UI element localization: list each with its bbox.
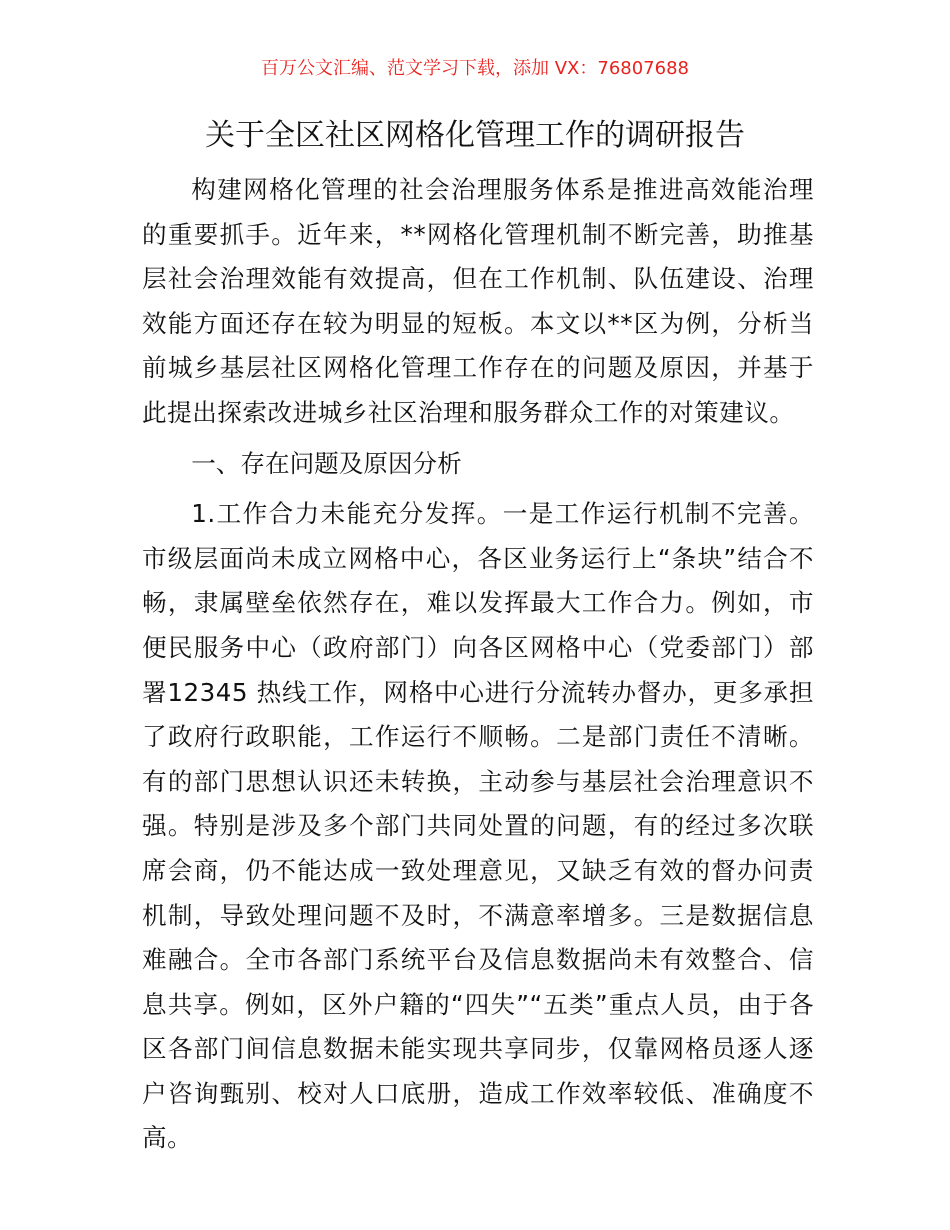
- intro-paragraph: 构建网格化管理的社会治理服务体系是推进高效能治理的重要抓手。近年来，**网格化管理机制不断完善，助推基层社会治理效能有效提高，但在工作机制、队伍建设、治理效能方面还存在较为明显的短板。本文以**区为例，分析当前城乡基层社区网格化管理工作存在的问题及原因，并基于此提出探索改进城乡社区治理和服务群众工作的对策建议。: [142, 175, 814, 427]
- header-contact-note: 百万公文汇编、范文学习下载，添加 VX：76807688: [261, 58, 689, 79]
- section-heading-problems: 一、存在问题及原因分析: [191, 448, 462, 478]
- section-paragraph-work-synergy: 1.工作合力未能充分发挥。一是工作运行机制不完善。市级层面尚未成立网格中心，各区业务运行上“条块”结合不畅，隶属壁垒依然存在，难以发挥最大工作合力。例如，市便民服务中心（政府部门）向各区网格中心（党委部门）部署12345 热线工作，网格中心进行分流转办督办，更多承担了政府行政职能，工作运行不顺畅。二是部门责任不清晰。有的部门思想认识还未转换，主动参与基层社会治理意识不强。特别是涉及多个部门共同处置的问题，有的经过多次联席会商，仍不能达成一致处理意见，又缺乏有效的督办问责机制，导致处理问题不及时，不满意率增多。三是数据信息难融合。全市各部门系统平台及信息数据尚未有效整合、信息共享。例如，区外户籍的“四失”“五类”重点人员，由于各区各部门间信息数据未能实现共享同步，仅靠网格员逐人逐户咨询甄别、校对人口底册，造成工作效率较低、准确度不高。: [142, 499, 814, 1153]
- document-title: 关于全区社区网格化管理工作的调研报告: [205, 118, 745, 153]
- document-body: [142, 168, 814, 1161]
